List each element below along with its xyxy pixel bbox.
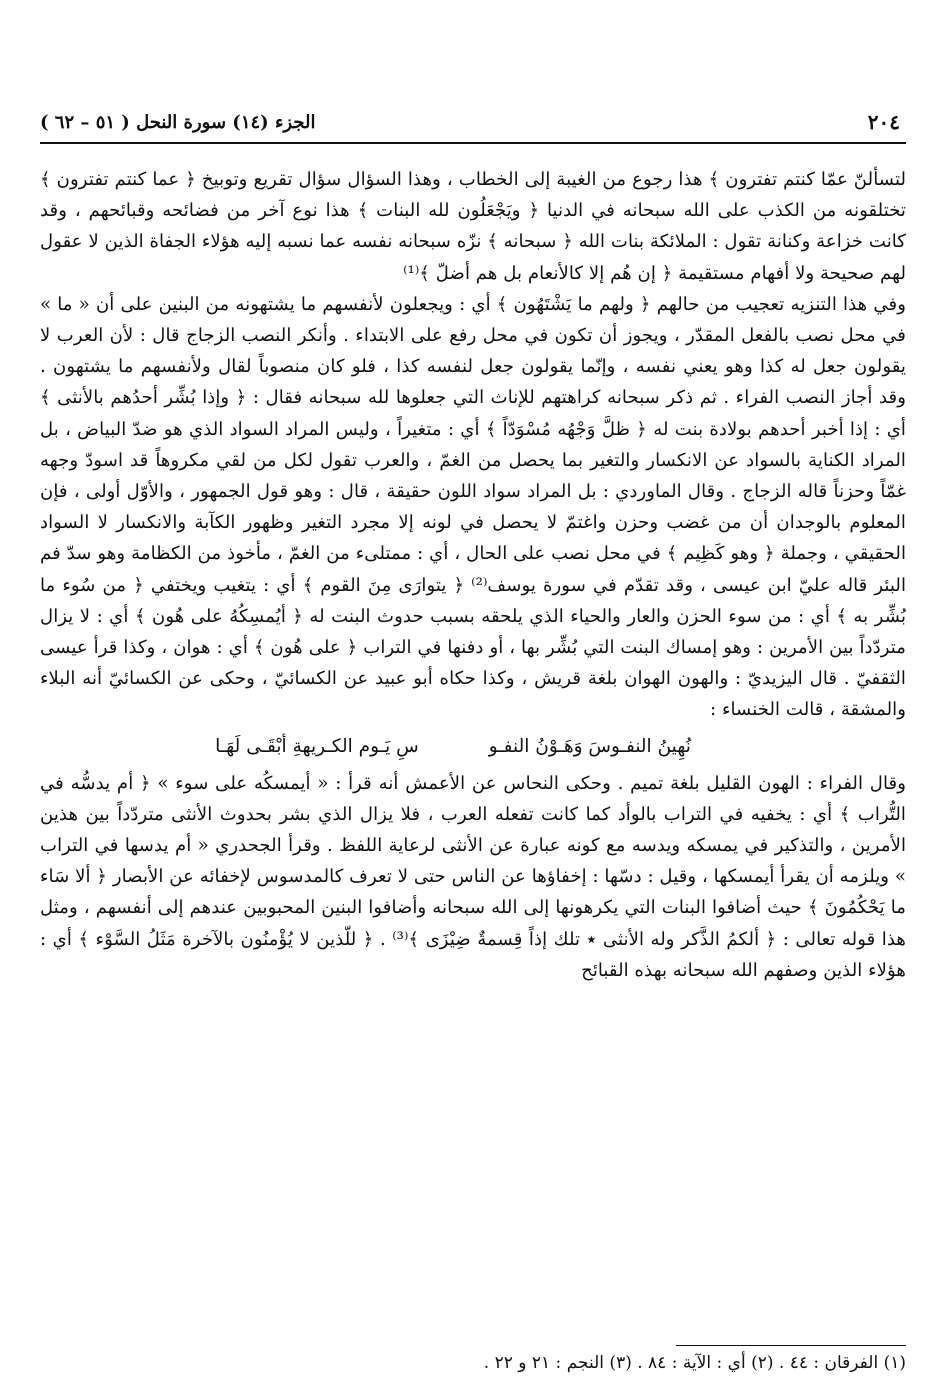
body-text [40, 164, 906, 986]
verse-first-hemistich: نُهِينُ النفـوسَ وَهَـوْنُ النفـو [488, 735, 691, 757]
running-title: الجزء (١٤) سورة النحل ( ٥١ – ٦٢ ) [40, 112, 316, 133]
page-header [40, 108, 906, 144]
footnote-separator [676, 1345, 906, 1346]
footnotes-text: (١) الفرقان : ٤٤ . (٢) أي : الآية : ٨٤ . (٣) النجم : ٢١ و ٢٢ . [483, 1353, 906, 1373]
paragraph-1: لتسألنّ عمّا كنتم تفترون ﴾ هذا رجوع من الغيبة إلى الخطاب ، وهذا السؤال سؤال تقريع وتوبيخ ﴿ عما كنتم تفترون ﴾ تختلقونه من الكذب على الله سبحانه في الدنيا ﴿ ويَجْعَلُون لله البنات ﴾ هذا نوع آخر من فضائحه وقبائحهم ، وقد كانت خزاعة وكنانة تقول : الملائكة بنات الله ﴿ سبحانه ﴾ نزّه سبحانه نفسه عما نسبه إليه هؤلاء الجفاة الذين لا عقول لهم صحيحة ولا أفهام مستقيمة ﴿ إن هُم إلا كالأنعام بل هم أضلّ ﴾⁽¹⁾ [40, 169, 906, 284]
page [40, 108, 906, 986]
page-number: ٢٠٤ [867, 110, 900, 134]
footnotes [40, 1352, 906, 1374]
paragraph-3: وقال الفراء : الهون القليل بلغة تميم . وحكى النحاس عن الأعمش أنه قرأ : « أيمسكُه على سوء » ﴿ أم يدسُّه في التُّراب ﴾ أي : يخفيه في التراب بالوأد كما كانت تفعله العرب ، فلا يزال الذي بشر بحدوث الأنثى متردّداً بين هذين الأمرين ، والتذكير في يمسكه ويدسه مع كونه عبارة عن الأنثى لرعاية اللفظ . وقرأ الجحدري « أم يدسها في التراب » ويلزمه أن يقرأ أيمسكها ، وقيل : دسّها : إخفاؤها عن الناس حتى لا تعرف كالمدسوس لإخفائه عن الأبصار ﴿ ألا سَاء ما يَحْكُمُونَ ﴾ حيث أضافوا البنات التي يكرهونها إلى الله سبحانه وأضافوا البنين المحبوبين عندهم إلى أنفسهم ، ومثل هذا قوله تعالى : ﴿ ألكمُ الذَّكر وله الأنثى ٭ تلك إذاً قِسمةٌ ضِيْزَى ﴾⁽³⁾ . ﴿ للّذين لا يُؤْمنُون بالآخرة مَثَلُ السَّوْء ﴾ أي : هؤلاء الذين وصفهم الله سبحانه بهذه القبائح [40, 772, 906, 981]
poetry-verse [40, 730, 906, 764]
verse-second-hemistich: سِ يَـوم الكـريهةِ أبْقَـى لَهَـا [215, 735, 419, 757]
paragraph-2: وفي هذا التنزيه تعجيب من حالهم ﴿ ولهم ما يَشْتَهُون ﴾ أي : ويجعلون لأنفسهم ما يشتهونه من البنين على أن « ما » في محل نصب بالفعل المقدّر ، ويجوز أن تكون في محل رفع على الابتداء . وأنكر النصب الزجاج قال : لأن العرب لا يقولون جعل له كذا وهو يعني نفسه ، وإنّما يقولون جعل لنفسه كذا ، فلو كان منصوباً لقال ولأنفسهم ما يشتهون . وقد أجاز النصب الفراء . ثم ذكر سبحانه كراهتهم للإناث التي جعلوها لله سبحانه فقال : ﴿ وإذا بُشِّر أحدُهم بالأنثى ﴾ أي : إذا أخبر أحدهم بولادة بنت له ﴿ ظلَّ وَجْهُه مُسْوَدّاً ﴾ أي : متغيراً ، وليس المراد السواد الذي هو ضدّ البياض ، بل المراد الكناية بالسواد عن الانكسار والتغير بما يحصل من الغمّ ، والعرب تقول لكل من لقي مكروهاً قد اسودّ وجهه غمّاً وحزناً قاله الزجاج . وقال الماوردي : بل المراد سواد اللون حقيقة ، قال : وهو قول الجمهور ، والأوّل أولى ، فإن المعلوم بالوجدان أن من غضب وحزن واغتمّ لا يحصل في لونه إلا مجرد التغير وظهور الكآبة والانكسار لا السواد الحقيقي ، وجملة ﴿ وهو كَظِيم ﴾ في محل نصب على الحال ، أي : ممتلىء من الغمّ ، مأخوذ من الكظامة وهو سدّ فم البئر قاله عليّ ابن عيسى ، وقد تقدّم في سورة يوسف⁽²⁾ ﴿ يتوارَى مِنَ القوم ﴾ أي : يتغيب ويختفي ﴿ من سُوء ما بُشِّر به ﴾ أي : من سوء الحزن والعار والحياء الذي يلحقه بسبب حدوث البنت له ﴿ أيُمسِكُهُ على هُون ﴾ أي : لا يزال متردّداً بين الأمرين : وهو إمساك البنت التي بُشِّر بها ، أو دفنها في التراب ﴿ على هُون ﴾ أي : هوان ، وكذا قرأ عيسى الثقفيّ . قال اليزيديّ : والهون الهوان بلغة قريش ، وكذا حكاه أبو عبيد عن الكسائيّ ، وحكى عن الكسائيّ أنه البلاء والمشقة ، قالت الخنساء : [40, 293, 906, 721]
